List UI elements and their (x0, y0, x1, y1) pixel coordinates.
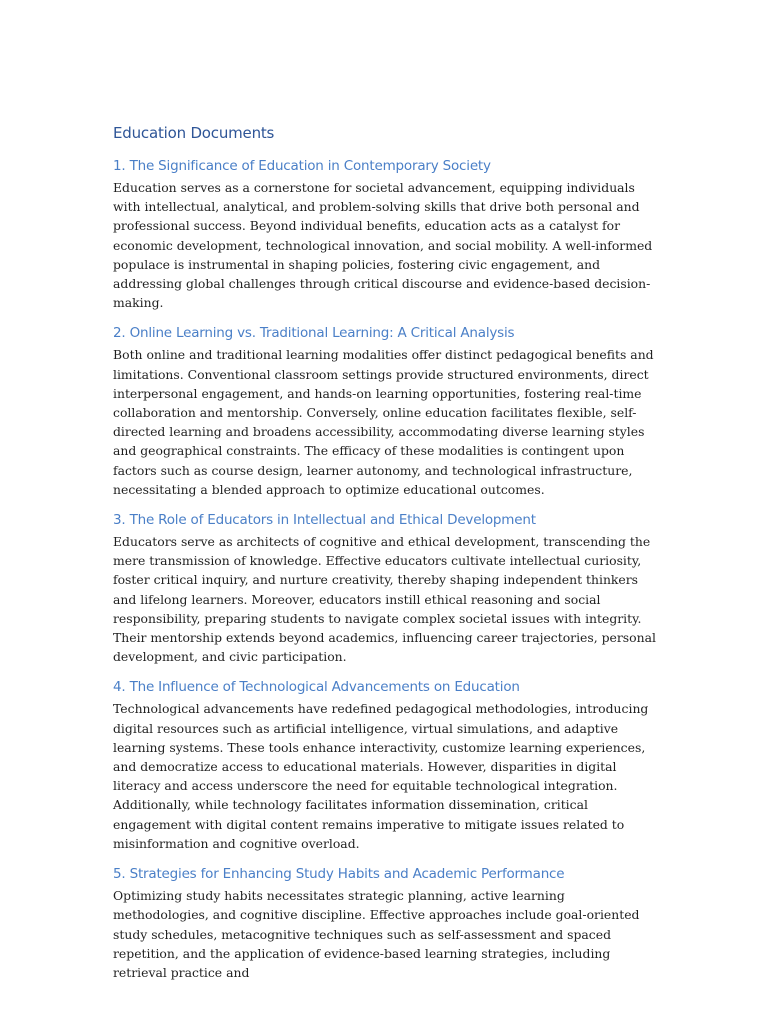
section-paragraph: Optimizing study habits necessitates strategic planning, active learning methodologies, and cognitive discipline. Effective approaches include goal-oriented study schedules, metacognitive techniques such as self-assessment and spaced repetition, and the application of evidence-based learning strategies, including retrieval practice and (113, 888, 640, 980)
section-significance (113, 158, 658, 312)
section-technological-advancements (113, 679, 658, 853)
section-online-vs-traditional (113, 325, 658, 499)
section-heading: 5. Strategies for Enhancing Study Habits and Academic Performance (113, 866, 565, 883)
section-paragraph: Educators serve as architects of cognitive and ethical development, transcending the mere transmission of knowledge. Effective educators cultivate intellectual curiosity, foster critical inquiry, and nurture creativity, thereby shaping independent thinkers and lifelong learners. Moreover, educators instill ethical reasoning and social responsibility, preparing students to navigate complex societal issues with integrity. Their mentorship extends beyond academics, influencing career trajectories, personal development, and civic participation. (113, 534, 656, 665)
document-title: Education Documents (113, 124, 275, 142)
section-paragraph: Technological advancements have redefined pedagogical methodologies, introducing digital resources such as artificial intelligence, virtual simulations, and adaptive learning systems. These tools enhance interactivity, customize learning experiences, and democratize access to educational materials. However, disparities in digital literacy and access underscore the need for equitable technological integration. Additionally, while technology facilitates information dissemination, critical engagement with digital content remains imperative to mitigate issues related to misinformation and cognitive overload. (113, 701, 649, 851)
section-heading: 3. The Role of Educators in Intellectual and Ethical Development (113, 512, 536, 529)
section-heading: 2. Online Learning vs. Traditional Learning: A Critical Analysis (113, 325, 515, 342)
section-role-of-educators (113, 512, 658, 666)
section-paragraph: Both online and traditional learning modalities offer distinct pedagogical benefits and limitations. Conventional classroom settings provide structured environments, direct interpersonal engagement, and hands-on learning opportunities, fostering real-time collaboration and mentorship. Conversely, online education facilitates flexible, self-directed learning and broadens accessibility, accommodating diverse learning styles and geographical constraints. The efficacy of these modalities is contingent upon factors such as course design, learner autonomy, and technological infrastructure, necessitating a blended approach to optimize educational outcomes. (113, 347, 654, 497)
section-paragraph: Education serves as a cornerstone for societal advancement, equipping individuals with intellectual, analytical, and problem-solving skills that drive both personal and professional success. Beyond individual benefits, education acts as a catalyst for economic development, technological innovation, and social mobility. A well-informed populace is instrumental in shaping policies, fostering civic engagement, and addressing global challenges through critical discourse and evidence-based decision-making. (113, 180, 653, 311)
section-heading: 1. The Significance of Education in Contemporary Society (113, 158, 491, 174)
document-page (113, 124, 658, 995)
section-heading: 4. The Influence of Technological Advancements on Education (113, 679, 520, 696)
section-study-habits (113, 866, 658, 982)
